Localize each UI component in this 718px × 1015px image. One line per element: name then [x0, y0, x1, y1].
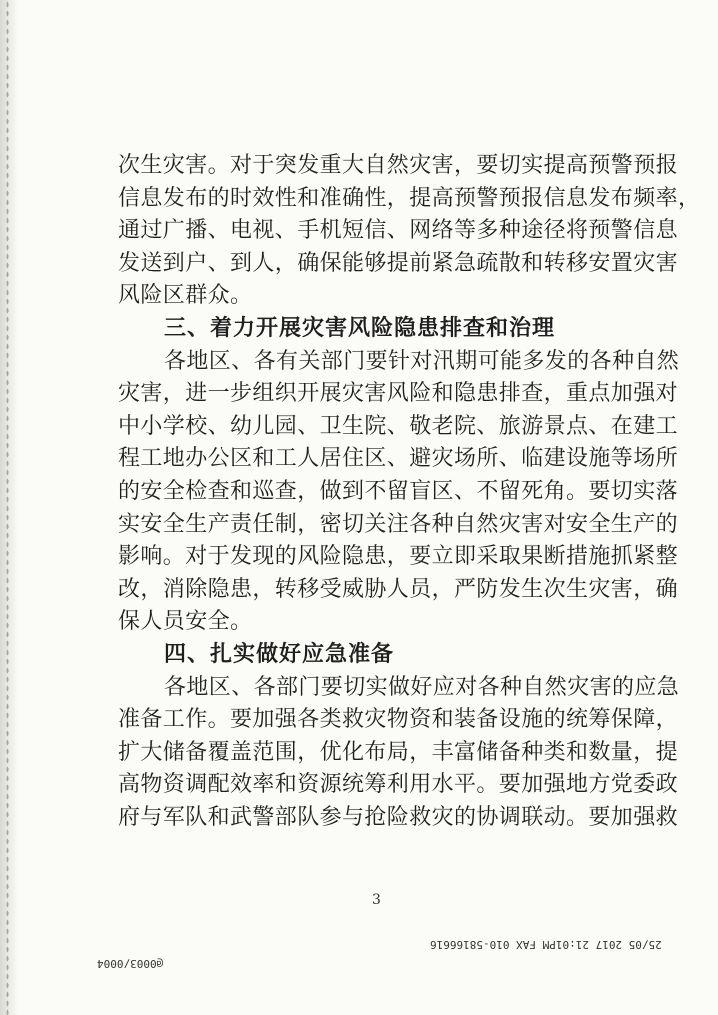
text-line: 影响。对于发现的风险隐患，要立即采取果断措施抓紧整: [118, 544, 679, 570]
text-line: 信息发布的时效性和准确性，提高预警预报信息发布频率，: [118, 185, 701, 211]
text-line: 程工地办公区和工人居住区、避灾场所、临建设施等场所: [118, 446, 679, 472]
text-line: 保人员安全。: [118, 609, 253, 635]
text-line: 各地区、各有关部门要针对汛期可能多发的各种自然: [164, 348, 680, 374]
binding-dots: [6, 0, 9, 1015]
text-line: 实安全生产责任制，密切关注各种自然灾害对安全生产的: [118, 511, 679, 537]
text-line: 通过广播、电视、手机短信、网络等多种途径将预警信息: [118, 218, 679, 244]
text-line: 中小学校、幼儿园、卫生院、敬老院、旅游景点、在建工: [118, 413, 679, 439]
text-line: 准备工作。要加强各类救灾物资和装备设施的统筹保障，: [118, 707, 679, 733]
text-line: 府与军队和武警部队参与抢险救灾的协调联动。要加强救: [118, 804, 679, 830]
text-line: 高物资调配效率和资源统筹利用水平。要加强地方党委政: [118, 772, 679, 798]
section-heading-4: 四、扎实做好应急准备: [164, 641, 395, 667]
text-line: 各地区、各部门要切实做好应对各种自然灾害的应急: [164, 674, 680, 700]
text-line: 的安全检查和巡查，做到不留盲区、不留死角。要切实落: [118, 478, 679, 504]
fax-header-stamp: 25/05 2017 21:01PM FAX 010-58166616: [430, 938, 662, 951]
text-line: 发送到户、到人，确保能够提前紧急疏散和转移安置灾害: [118, 250, 679, 276]
scan-edge: [0, 0, 18, 1015]
text-line: 改，消除隐患，转移受威胁人员，严防发生次生灾害，确: [118, 576, 679, 602]
text-line: 次生灾害。对于突发重大自然灾害，要切实提高预警预报: [118, 153, 679, 178]
text-line: 灾害，进一步组织开展灾害风险和隐患排查，重点加强对: [118, 381, 679, 407]
section-heading-3: 三、着力开展灾害风险隐患排查和治理: [164, 315, 556, 341]
page-number: 3: [372, 892, 381, 908]
text-line: 扩大储备覆盖范围，优化布局，丰富储备种类和数量，提: [118, 739, 679, 765]
fax-page-stamp: @0003/0004: [97, 957, 164, 970]
document-body: [118, 150, 701, 834]
text-line: 风险区群众。: [118, 283, 253, 309]
